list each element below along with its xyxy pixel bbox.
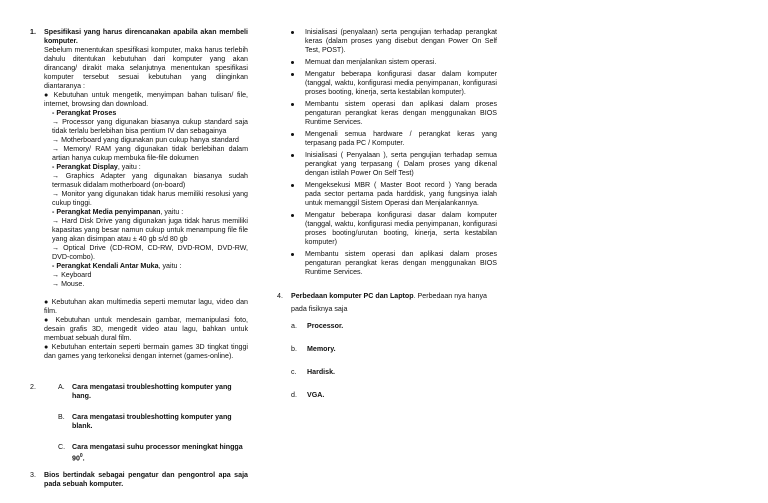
input-suffix: , yaitu : xyxy=(158,262,182,270)
item-1-heading: Spesifikasi yang harus direncanakan apabila akan membeli komputer. xyxy=(44,28,248,45)
item-4b xyxy=(291,343,497,356)
item-4b-text: Memory. xyxy=(307,345,336,353)
storage-suffix: , yaitu : xyxy=(160,208,184,216)
item-2a xyxy=(44,383,248,401)
item-2-number: 2. xyxy=(30,383,36,391)
list-item: Membantu sistem operasi dan aplikasi dalam proses pengaturan perangkat keras dengan menggunakan BIOS Runtime Services. xyxy=(277,250,497,277)
storage-1: → Hard Disk Drive yang digunakan juga tidak harus memiliki kapasitas yang besar namun cukup untuk menampung file file yang akan disimpan atau ± 40 gb s/d 80 gb xyxy=(52,217,248,243)
storage-title: - Perangkat Media penyimpanan xyxy=(52,208,161,216)
left-column xyxy=(30,28,248,489)
item-4c-label: c. xyxy=(291,368,297,376)
item-2c xyxy=(44,443,248,463)
item-3-text: Bios bertindak sebagai pengatur dan pengontrol apa saja pada sebuah komputer. xyxy=(44,471,248,489)
proses-2: → Motherboard yang digunakan pun cukup hanya standard xyxy=(52,136,239,144)
item-2b-label: B. xyxy=(58,413,65,421)
proses-title: - Perangkat Proses xyxy=(52,109,117,117)
right-column xyxy=(277,28,497,412)
display-heading xyxy=(44,163,248,172)
list-item: Memuat dan menjalankan sistem operasi. xyxy=(277,58,497,67)
item-4d-label: d. xyxy=(291,391,297,399)
item-4a-text: Processor. xyxy=(307,322,344,330)
bios-function-list xyxy=(277,28,497,277)
item-4c xyxy=(291,366,497,379)
input-1: → Keyboard xyxy=(52,271,92,279)
item-2b xyxy=(44,413,248,431)
list-item: Mengeksekusi MBR ( Master Boot record ) Yang berada pada sector pertama pada harddisk, yang fungsinya ialah untuk memanggil Sistem Operasi dan Menjalankannya. xyxy=(277,181,497,208)
item-4a xyxy=(291,320,497,333)
list-item: Mengatur beberapa konfigurasi dasar dalam komputer (tanggal, waktu, konfigurasi media penyimpanan, konfigurasi proses booting/urutan booting, kinerja, serta kestabilan komputer) xyxy=(277,211,497,247)
item-4b-label: b. xyxy=(291,345,297,353)
input-2: → Mouse. xyxy=(52,280,85,288)
item-2a-label: A. xyxy=(58,383,65,391)
proses-1: → Processor yang digunakan biasanya cukup standard saja tidak terlalu berlebihan bisa pentium IV dan sebagainya xyxy=(52,118,248,135)
item-4c-text: Hardisk. xyxy=(307,368,335,376)
storage-heading xyxy=(44,208,248,217)
item-4-heading: Perbedaan komputer PC dan Laptop xyxy=(291,292,414,300)
proses-3: → Memory/ RAM yang digunakan tidak berlebihan dalam artian hanya cukup membuka file-file dokumen xyxy=(52,145,248,162)
list-item: Mengenali semua hardware / perangkat keras yang terpasang pada PC / Komputer. xyxy=(277,130,497,148)
item-2c-end: . xyxy=(82,454,85,463)
item-2b-text: Cara mengatasi troubleshotting komputer yang blank. xyxy=(72,413,232,430)
item-4d-text: VGA. xyxy=(307,391,325,399)
input-heading xyxy=(44,262,248,271)
item-1-intro: Sebelum menentukan spesifikasi komputer, maka harus terlebih dahulu ditentukan kebutuhan dari komputer yang akan dirancang/ dirakit maka selanjutnya menentukan spesifikasi komputer tersebut sesuai kebutuhan yang diinginkan diantaranya : xyxy=(44,46,248,90)
storage-2: → Optical Drive (CD-ROM, CD-RW, DVD-ROM, DVD-RW, DVD-combo). xyxy=(52,244,248,261)
item-3-number: 3. xyxy=(30,471,36,480)
list-item: Membantu sistem operasi dan aplikasi dalam proses pengaturan perangkat keras dengan menggunakan BIOS Runtime Services. xyxy=(277,100,497,127)
item-3 xyxy=(30,471,248,489)
item-2c-text: Cara mengatasi suhu processor meningkat hingga 90 xyxy=(72,443,243,463)
item-2c-label: C. xyxy=(58,443,66,451)
item-4-number: 4. xyxy=(277,292,283,300)
need-games: ● Kebutuhan entertain seperti bermain games 3D tingkat tinggi dan games yang terkoneksi dengan internet (games-online). xyxy=(44,343,248,360)
list-item: Inisialisasi (penyalaan) serta pengujian terhadap perangkat keras (dalam proses yang disebut dengan Power On Self Test, POST). xyxy=(277,28,497,55)
need-multimedia: ● Kebutuhan akan multimedia seperti memutar lagu, video dan film. xyxy=(44,298,248,315)
item-1 xyxy=(30,28,248,361)
item-4-body xyxy=(291,290,497,316)
item-4a-label: a. xyxy=(291,322,297,330)
display-2: → Monitor yang digunakan tidak harus memiliki resolusi yang cukup tinggi. xyxy=(52,190,248,207)
item-2c-sup: 0 xyxy=(79,453,83,459)
need-design: ● Kebutuhan untuk mendesain gambar, memanipulasi foto, desain grafis 3D, mengedit video atau lagu, bahkan untuk membuat sebuah dural film. xyxy=(44,316,248,342)
display-suffix: , yaitu : xyxy=(117,163,141,171)
item-1-number: 1. xyxy=(30,28,36,36)
item-4d xyxy=(291,389,497,402)
item-4 xyxy=(277,290,497,402)
input-title: - Perangkat Kendali Antar Muka xyxy=(52,262,159,270)
item-2a-text: Cara mengatasi troubleshotting komputer yang hang. xyxy=(72,383,232,400)
item-4-text: . Perbedaan nya hanya pada fisiknya saja xyxy=(291,292,487,313)
list-item: Inisialisasi ( Penyalaan ), serta pengujian terhadap semua perangkat yang terpasang ( Dalam proses yang dikenal dengan istilah Power On Self Test) xyxy=(277,151,497,178)
need-general: ● Kebutuhan untuk mengetik, menyimpan bahan tulisan/ file, internet, browsing dan download. xyxy=(44,91,248,108)
item-2 xyxy=(30,383,248,463)
display-1: → Graphics Adapter yang digunakan biasanya sudah termasuk didalam motherboard (on-board) xyxy=(52,172,248,189)
display-title: - Perangkat Display xyxy=(52,163,118,171)
list-item: Mengatur beberapa konfigurasi dasar dalam komputer (tanggal, waktu, konfigurasi media penyimpanan, konfigurasi proses booting, kinerja, serta kestabilan komputer). xyxy=(277,70,497,97)
